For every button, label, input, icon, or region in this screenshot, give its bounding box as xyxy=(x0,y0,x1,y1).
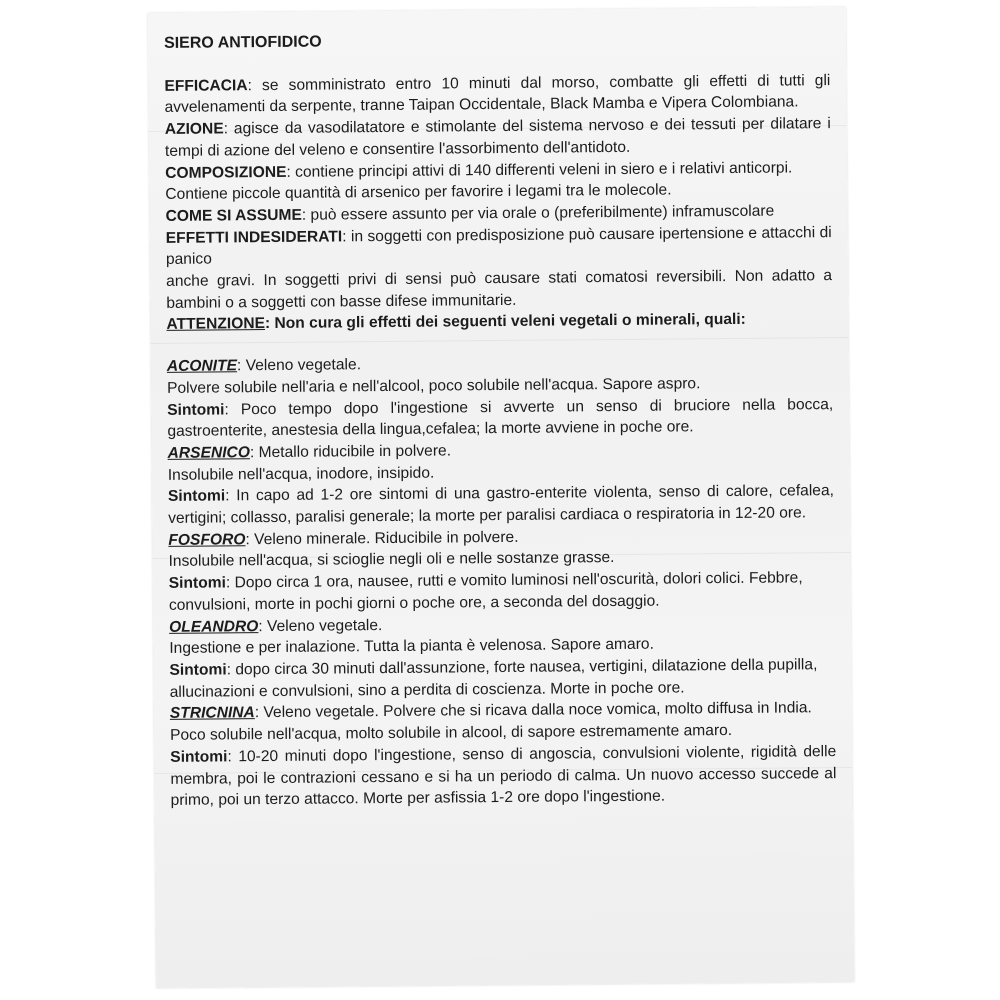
poison-description: Ingestione e per inalazione. Tutta la pianta è velenosa. Sapore amaro. xyxy=(169,635,654,658)
paper-sheet xyxy=(148,7,854,988)
effetti-text: : in soggetti con predisposizione può causare ipertensione e attacchi di panico xyxy=(165,223,832,269)
poison-description: Insolubile nell'acqua, inodore, insipido. xyxy=(167,464,435,484)
poison-entry-arsenico xyxy=(168,437,835,530)
poison-description: Polvere solubile nell'aria e nell'alcool, poco solubile nell'acqua. Sapore aspro. xyxy=(166,375,701,397)
poison-entry-oleandro xyxy=(169,611,836,704)
poison-description: Insolubile nell'acqua, si scioglie negli oli e nelle sostanze grasse. xyxy=(168,549,615,571)
sintomi-extra: allucinazioni e convulsioni, sino a perdita di coscienza. Morte in poche ore. xyxy=(169,679,685,701)
document-content xyxy=(164,27,837,812)
sintomi-extra: convulsioni, morte in pochi giorni o poche ore, a seconda del dosaggio. xyxy=(168,592,660,614)
poison-name: STRICNINA xyxy=(169,704,255,723)
effetti-extra: anche gravi. In soggetti privi di sensi può causare stati comatosi reversibili. Non adatto a bambini o a soggetti con basse difese immunitarie. xyxy=(166,267,833,312)
efficacia-text: : se somministrato entro 10 minuti dal morso, combatte gli effetti di tutti gli avvelenamenti da serpente, tranne Taipan Occidentale, Black Mamba e Vipera Colombiana. xyxy=(164,71,831,117)
poison-list xyxy=(167,350,837,812)
sintomi-text: : 10-20 minuti dopo l'ingestione, senso di angoscia, convulsioni violente, rigidità delle membra, poi le contrazioni cessano e si ha un periodo di calma. Un nuovo accesso succede al primo, poi un terzo attacco. Morte per asfissia 1-2 ore dopo l'ingestione. xyxy=(170,742,837,810)
composizione-extra: Contiene piccole quantità di arsenico per favorire i legami tra le molecole. xyxy=(165,181,672,204)
poison-name: FOSFORO xyxy=(168,530,246,549)
sintomi-label: Sintomi xyxy=(170,748,228,766)
composizione-text: : contiene principi attivi di 140 differenti veleni in siero e i relativi anticorpi. xyxy=(286,158,793,181)
poison-name: ARSENICO xyxy=(167,444,250,462)
efficacia-label: EFFICACIA xyxy=(164,76,248,95)
azione-paragraph xyxy=(165,113,831,162)
attenzione-label: ATTENZIONE xyxy=(166,315,266,334)
sintomi-text: : Poco tempo dopo l'ingestione si avverte un senso di bruciore nella bocca, gastroenterite, anestesia della lingua,cefalea; la morte avviene in poche ore. xyxy=(167,395,834,441)
poison-entry-aconite xyxy=(167,350,834,443)
sintomi-text: : dopo circa 30 minuti dall'assunzione, forte nausea, vertigini, dilatazione della pupilla, xyxy=(226,656,818,679)
document-title: SIERO ANTIOFIDICO xyxy=(163,33,322,52)
poison-name: OLEANDRO xyxy=(169,617,259,636)
poison-kind: : Veleno vegetale. Polvere che si ricava dalla noce vomica, molto diffusa in India. xyxy=(254,699,812,722)
poison-kind: : Veleno vegetale. xyxy=(258,616,383,635)
poison-description: Poco solubile nell'acqua, molto solubile in alcool, di sapore estremamente amaro. xyxy=(169,722,733,744)
sintomi-text: : In capo ad 1-2 ore sintomi di una gastro-enterite violenta, senso di calore, cefalea, vertigini; collasso, paralisi generale; la morte per paralisi cardiaca o respiratoria in 12-20 ore. xyxy=(168,482,835,527)
assunzione-text: : può essere assunto per via orale o (preferibilmente) inframuscolare xyxy=(301,202,775,224)
sintomi-text: : Dopo circa 1 ora, nausee, rutti e vomito luminosi nell'oscurità, dolori colici. Febbre, xyxy=(225,569,803,592)
poison-kind: : Metallo riducibile in polvere. xyxy=(249,442,452,462)
azione-label: AZIONE xyxy=(164,120,224,139)
poison-name: ACONITE xyxy=(166,357,238,376)
composizione-label: COMPOSIZIONE xyxy=(165,163,287,182)
azione-text: : agisce da vasodilatatore e stimolante del sistema nervoso e dei tessuti per dilatare i tempi di azione del veleno e consentire l'assorbimento dell'antidoto. xyxy=(164,115,831,160)
sintomi-label: Sintomi xyxy=(168,574,226,593)
sintomi-label: Sintomi xyxy=(167,487,226,506)
attenzione-text: : Non cura gli effetti dei seguenti veleni vegetali o minerali, quali: xyxy=(264,311,746,333)
sintomi-label: Sintomi xyxy=(167,400,225,419)
effetti-label: EFFETTI INDESIDERATI xyxy=(165,228,343,247)
assunzione-label: COME SI ASSUME xyxy=(165,206,302,225)
poison-entry-stricnina xyxy=(170,697,837,811)
sintomi-label: Sintomi xyxy=(169,661,227,679)
poison-entry-fosforo xyxy=(168,524,835,617)
poison-kind: : Veleno minerale. Riducibile in polvere. xyxy=(245,528,519,548)
attenzione-paragraph xyxy=(166,309,832,337)
poison-kind: : Veleno vegetale. xyxy=(236,356,362,375)
effetti-paragraph xyxy=(166,222,832,271)
efficacia-paragraph xyxy=(164,70,830,119)
